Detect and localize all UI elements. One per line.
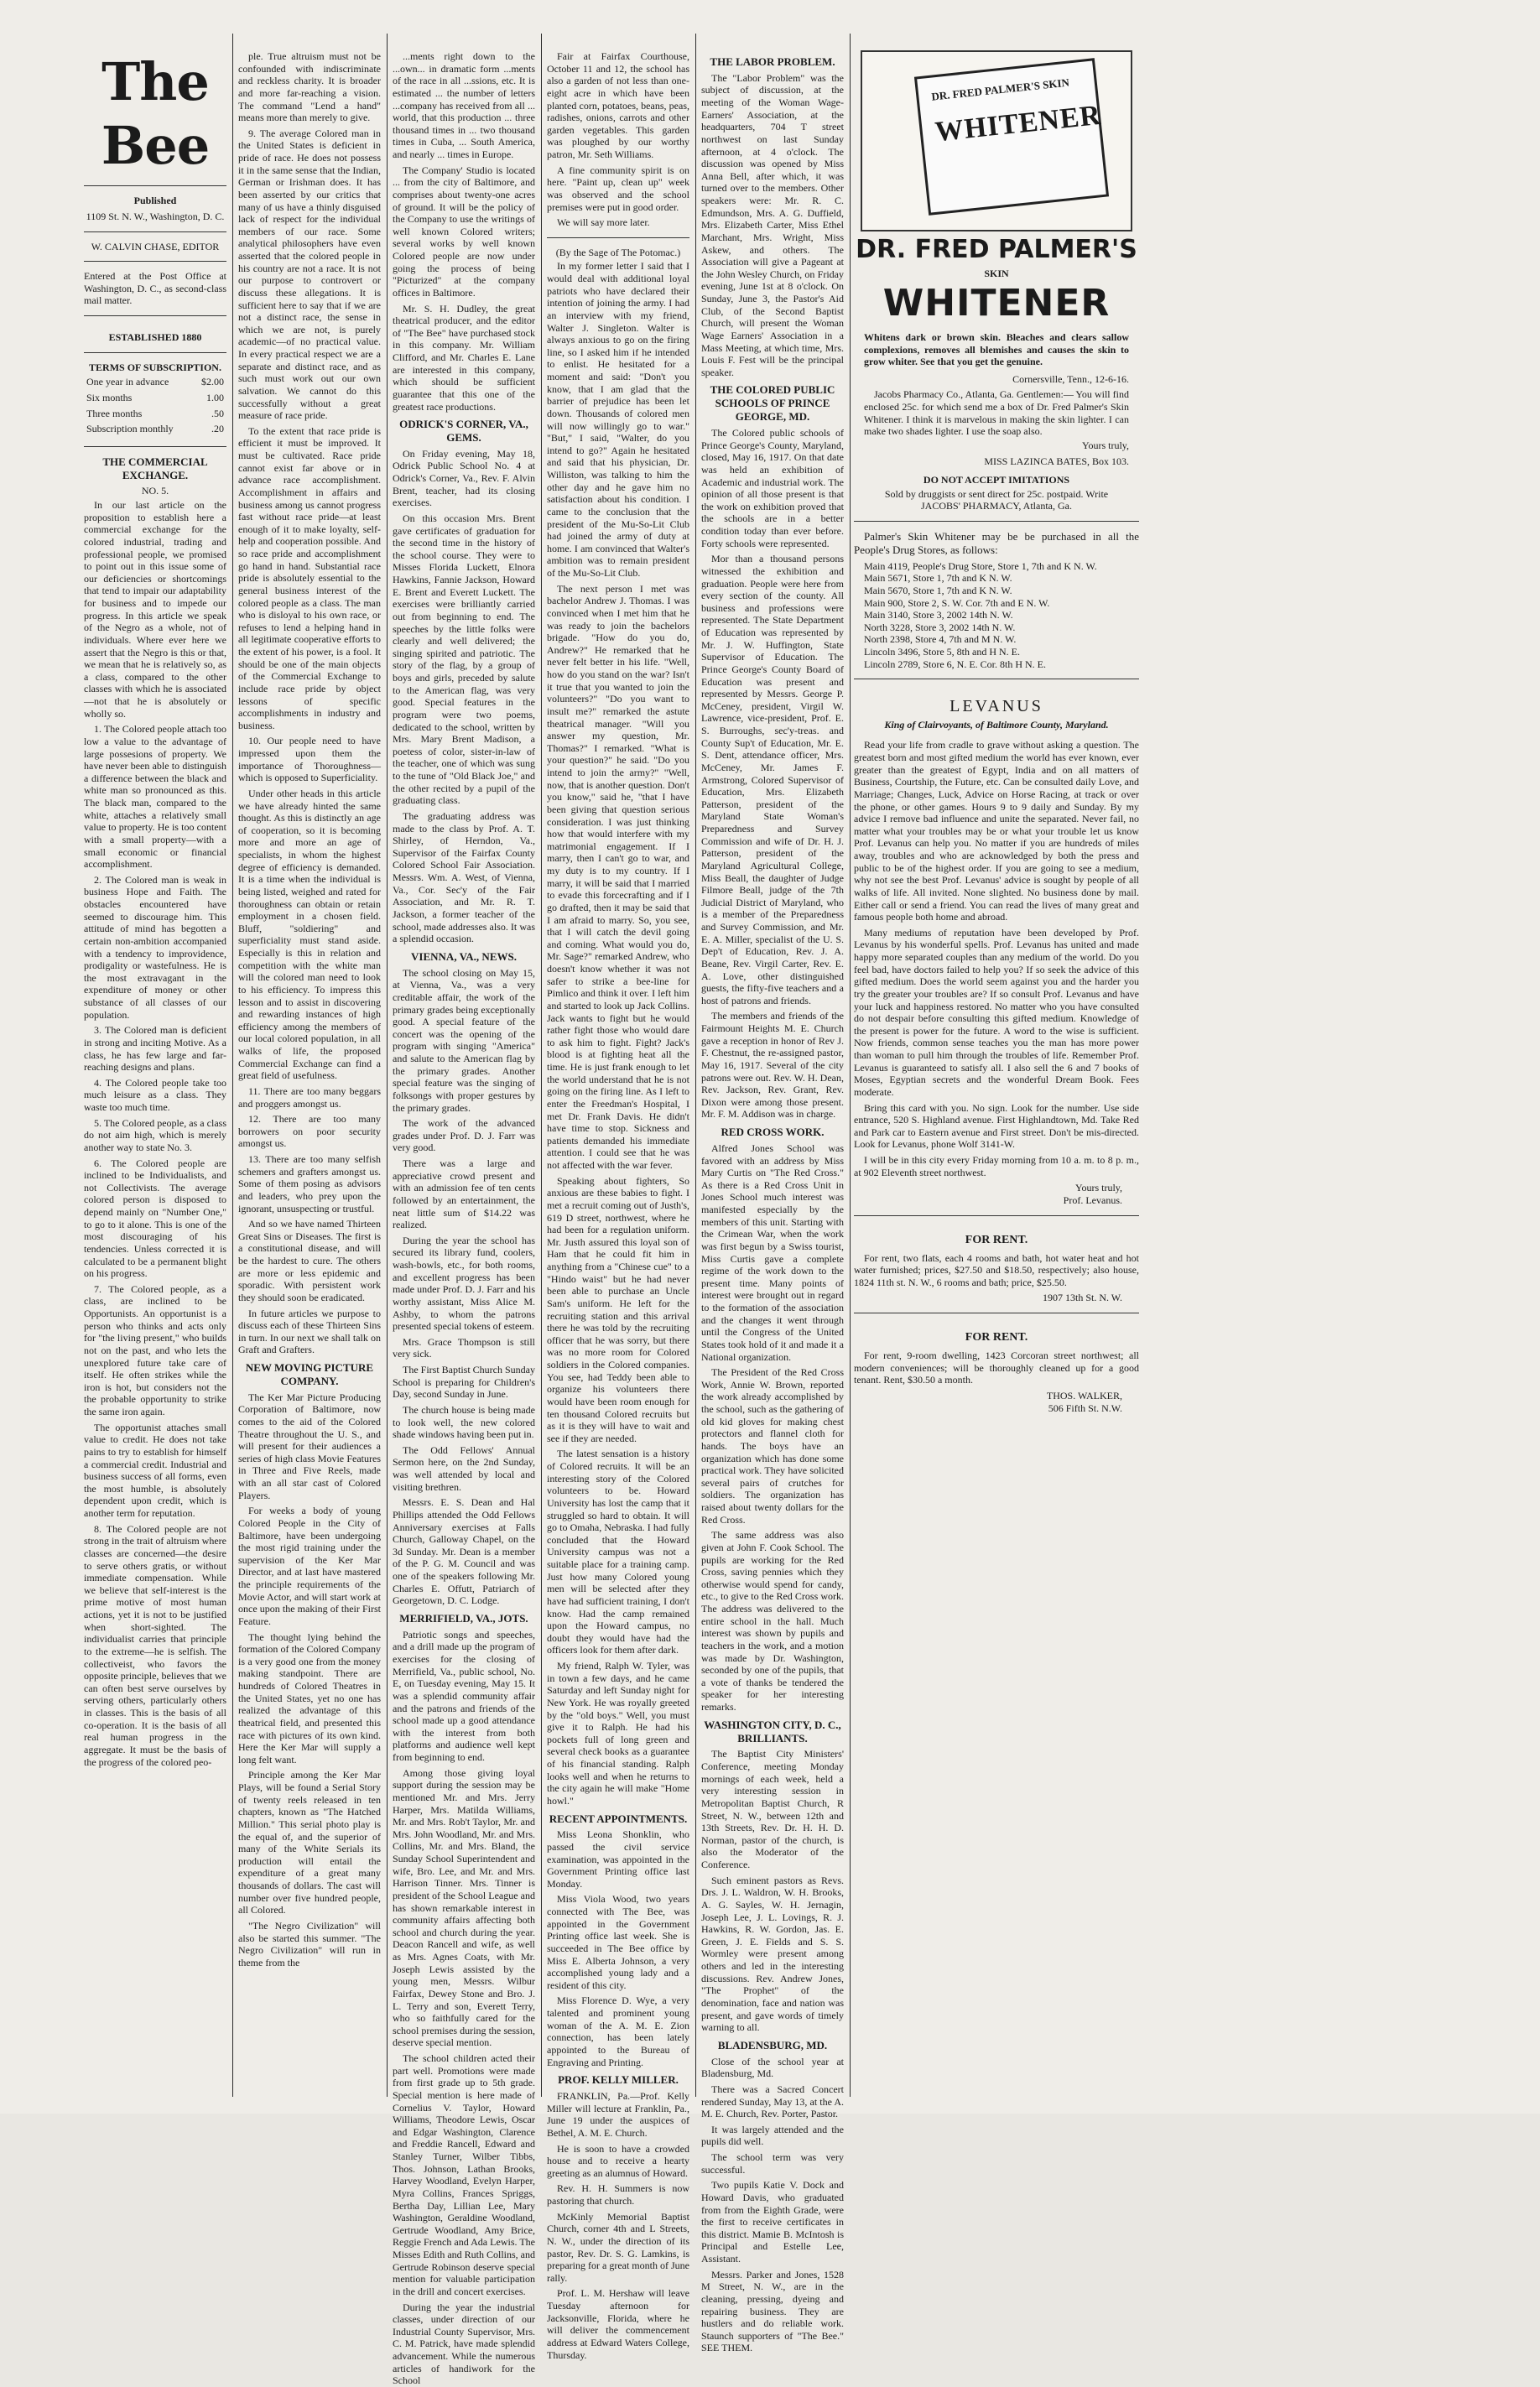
column-4 [547,50,689,2361]
article-paragraph: And so we have named Thirteen Great Sins or Diseases. The first is a constitutional disease, and will be the hardest to cure. The others are more or less epidemic and sporadic. With persistent work they should soon be eradicated. [238,1218,381,1303]
ad-brand-name: DR. FRED PALMER'S [856,235,1137,264]
levanus-subtitle: King of Clairvoyants, of Baltimore County, Maryland. [884,718,1109,731]
article-paragraph: The school closing on May 15, at Vienna, Va., was a very creditable affair, the work of the primary grades being exceptionally good. A special feature of the concert was the opening of the program with singing "America" and salute to the American flag by the primary grades. Another special feature was the singing of folksongs with proper gestures by the primary grades. [393,966,535,1114]
article-heading-red-cross: RED CROSS WORK. [721,1126,825,1139]
article-paragraph: Rev. H. H. Summers is now pastoring that church. [547,2182,689,2208]
ad-store-line: Lincoln 3496, Store 5, 8th and H N. E. [864,646,1020,658]
column-2 [238,50,381,2114]
whitener-ad-illustration [861,50,1132,231]
ad-imitations-warning: DO NOT ACCEPT IMITATIONS [923,474,1070,486]
article-paragraph: Messrs. E. S. Dean and Hal Phillips attended the Odd Fellows Anniversary exercises at Falls Church, Galloway Chapel, on the 3d Sunday. Mr. Dean is a member of the P. G. M. Council and was one of the speakers following Mr. Charles E. Offutt, Patriarch of Georgetown, D. C. Lodge. [393,1496,535,1607]
article-paragraph: 12. There are too many borrowers on poor security amongst us. [238,1113,381,1150]
ad-product-name: WHITENER [882,282,1111,325]
article-paragraph: The Baptist City Ministers' Conference, meeting Monday mornings of each week, held a very interesting session in Metropolitan Baptist Church, R Street, N. W., between 12th and 13th Streets, Rev. Dr. H. H. D. Norman, pastor of the church, is also the Moderator of the Conference. [701,1748,844,1871]
article-paragraph: On Friday evening, May 18, Odrick Public School No. 4 at Odrick's Corner, Va., Rev. F. Alvin Brent, teacher, had its closing exercises. [393,447,535,509]
for-rent-title: FOR RENT. [965,1331,1028,1344]
sage-byline: (By the Sage of The Potomac.) [555,246,681,258]
article-paragraph: Among those giving loyal support during the session may be mentioned Mr. and Mrs. Jerry Harper, Mrs. Matilda Williams, Mr. and Mrs. Rob't Taylor, Mr. and Mrs. John Woodland, Mr. and Mrs. Collins, Mr. and Mrs. Bland, the Sunday School Superintendent and wife, Bro. Lee, and Mr. and Mrs. Harrison Tinner. Mrs. Tinner is president of the School League and has shown remarkable interest in community affairs affecting both school and church during the year. Deacon Rancell and wife, as well as Mrs. Agnes Coats, with Mr. Joseph Lewis assisted by the young men, Messrs. Wilbur Fairfax, Dewey Stone and Bro. J. L. Terry and son, Everett Terry, who so faithfully cared for the school premises during the session, deserve special mention. [393,1766,535,2049]
article-paragraph: The members and friends of the Fairmount Heights M. E. Church gave a reception in honor of Rev J. F. Chestnut, the re-assigned pastor, May 16, 1917. Several of the city patrons were out. Rev. W. H. Dean, Rev. Jackson, Rev. Grant, Rev. Dixon were among those present. Mr. F. M. Addison was in charge. [701,1010,844,1121]
article-paragraph: 6. The Colored people are inclined to be Individualists, and not Collectivists. The average colored person is disposed to depend mainly on "Number One," to go to it alone. This is one of the most discouraging of his tendencies. Unless corrected it is calculated to be a permanent blight on his progress. [84,1157,226,1280]
article-paragraph: The work of the advanced grades under Prof. D. J. Farr was very good. [393,1117,535,1154]
ad-store-line: Main 4119, People's Drug Store, Store 1, 7th and K N. W. [864,559,1097,572]
ad-stores-intro: Palmer's Skin Whitener may be be purchased in all the People's Drug Stores, as follows: [854,530,1139,556]
article-paragraph: The Ker Mar Picture Producing Corporation of Baltimore, now comes to the aid of the Colored Theatre throughout the U. S., and will present for their audiences a series of high class Movie Features in Three and Five Reels, made with an all star cast of Colored Players. [238,1391,381,1501]
article-paragraph: The school term was very successful. [701,2151,844,2176]
for-rent-contact-address: 506 Fifth St. N.W. [1048,1402,1122,1414]
article-paragraph: The church house is being made to look well, the new colored shade windows having been put in. [393,1403,535,1441]
article-paragraph: Prof. L. M. Hershaw will leave Tuesday afternoon for Jacksonville, Florida, where he will deliver the commencement address at Edward Waters College, Thursday. [547,2287,689,2361]
article-paragraph: The opportunist attaches small value to credit. He does not take pains to try to establish for himself a commercial credit. Industrial and business success of all forms, even the most humble, is absolutely dependent upon credit, which is another term for reputation. [84,1421,226,1520]
for-rent-text: For rent, 9-room dwelling, 1423 Corcoran street northwest; all modern conveniences; will be thoroughly cleaned up for a good tenant. Rent, $30.50 a month. [854,1350,1139,1386]
ad-store-line: Main 5670, Store 1, 7th and K N. W. [864,584,1012,596]
article-heading-moving-picture: NEW MOVING PICTURE COMPANY. [245,1361,374,1387]
article-paragraph: A fine community spirit is on here. "Paint up, clean up" week was observed and the school premises were put in good order. [547,164,689,213]
article-paragraph: Fair at Fairfax Courthouse, October 11 and 12, the school has also a garden of not less than one-eight acre in which have been planted corn, potatoes, beans, peas, radishes, onions, carrots and other garden vegetables. This garden was ploughed by our worthy patron, Mr. Seth Williams. [547,50,689,160]
article-paragraph: Close of the school year at Bladensburg, Md. [701,2055,844,2080]
article-paragraph: My friend, Ralph W. Tyler, was in town a few days, and he came Saturday and left Sunday night for New York. He was royally greeted by the "old boys." Well, you must give it to Ralph. He had his pockets full of long green and several check books as a guarantee of his financial standing. Ralph looks well and when he returns to the city again he will make "Home howl." [547,1660,689,1807]
article-paragraph: 13. There are too many selfish schemers and grafters amongst us. Some of them posing as advisors and leaders, who prey upon the ignorant, unsuspecting or trustful. [238,1153,381,1214]
article-paragraph: "The Negro Civilization" will also be started this summer. "The Negro Civilization" will run in theme from the [238,1919,381,1968]
article-paragraph: In future articles we purpose to discuss each of these Thirteen Sins in turn. In our next we shall talk on Graft and Grafters. [238,1307,381,1356]
article-paragraph: Messrs. Parker and Jones, 1528 M Street, N. W., are in the cleaning, pressing, dyeing and repairing business. They are hustlers and do reliable work. Staunch supporters of "The Bee." SEE THEM. [701,2268,844,2354]
column-5 [701,50,844,2354]
terms-table [84,373,226,438]
terms-row: Six months 1.00 [86,391,224,403]
product-box-icon: DR. FRED PALMER'S SKIN WHITENER [914,58,1109,216]
article-paragraph: FRANKLIN, Pa.—Prof. Kelly Miller will lecture at Franklin, Pa., June 19 under the auspices of Bethel, A. M. E. Church. [547,2090,689,2139]
article-paragraph: The graduating address was made to the class by Prof. A. T. Shirley, of Herndon, Va., Supervisor of the Fairfax County Colored School Fair Association. Messrs. Wm. A. West, of Vienna, Va., Cor. Sec'y of the Fair Association, and Mr. R. T. Jackson, a former teacher of the school, made addresses also. It was a splendid occasion. [393,809,535,945]
terms-title: TERMS OF SUBSCRIPTION. [89,361,221,373]
article-paragraph: We will say more later. [557,216,650,229]
ad-store-line: North 2398, Store 4, 7th and M N. W. [864,633,1017,646]
article-heading-odrick: ODRICK'S CORNER, VA., GEMS. [399,418,528,444]
article-paragraph: The Company' Studio is located ... from the city of Baltimore, and comprises about twenty-one acres of ground. It will be the policy of the Company to use the writings of well known Colored writers; several works by well known Colored people are now under going the process of being "Picturized" at the company offices in Baltimore. [393,164,535,299]
article-paragraph: Mor than a thousand persons witnessed the exhibition and graduation. People were here from every section of the county. All business and professions were represented. The State Department of Education was represented by Mr. J. W. Huffington, State Supervisor of Education. The Prince George's County Board of Education was present and represented by Messrs. George P. McCeney, president, Virgil W. Lawrence, vice-president, Prof. E. S. Burroughs, sec'y-treas. and County Sup't of Education, Mr. E. S. Dent, attendance officer, Mrs. McCeney, Mr. James F. Armstrong, Colored Supervisor of Education, Mrs. Elizabeth Patterson, president of the Maryland State Woman's Preparedness and Survey Commission and wife of Dr. H. J. Patterson, president of the Maryland Agricultural College, Miss Beall, the daughter of Judge Filmore Beall, judge of the 7th Judicial District of Maryland, who is a member of the Preparedness and Survey Commission, and Mr. E. A. Miller, specialist of the U. S. Dep't of Education, Rev. J. A. Beane, Rev. Virgil Carter, Rev. E. A. Love, other distinguished guests, the fifty-five teachers and a host of patrons and friends. [701,553,844,1006]
ad-store-line: Main 900, Store 2, S. W. Cor. 7th and E N. W. [864,596,1050,609]
article-paragraph: Miss Florence D. Wye, a very talented and prominent young woman of the A. M. E. Zion connection, has been lately appointed to the Bureau of Engraving and Printing. [547,1994,689,2068]
article-paragraph: McKinly Memorial Baptist Church, corner 4th and L Streets, N. W., under the direction of its pastor, Rev. Dr. S. G. Lamkins, is preparing for a great month of June rally. [547,2210,689,2284]
article-paragraph: The same address was also given at John F. Cook School. The pupils are working for the Red Cross, saving pennies which they otherwise would spend for candy, etc., to give to the Red Cross work. The address was delivered to the entire school in the hall. Much interest was shown by pupils and teachers in the work, and a motion was made by Dr. Washington, seconded by one of the pupils, that a vote of thanks be tendered the speaker for her interesting remarks. [701,1529,844,1714]
article-paragraph: 7. The Colored people, as a class, are inclined to be Opportunists. An opportunist is a person who thinks and acts only for "the living present," who builds not on the past, and who lets the unexplored future take care of itself. He often strikes while the iron is hot, but considers not the the probable opportunity to strike the same iron again. [84,1282,226,1418]
article-paragraph: The next person I met was bachelor Andrew J. Thomas. I was convinced when I met him that he was ready to join the bachelors brigade. "How do you do, Andrew?" He remarked that he never felt better in his life. "Well, how do you stand on the war? Isn't it true that you wanted to join the volunteers?" "Do you want to insult me?" remarked the astute theatrical manager. "Will you answer my question, Mr. Thomas?" I remarked. "What is your question?" he said. "Do you intend to join the army?" "Well, now, that is another question. Don't you know," said he, "that I have been giving that question serious consideration. I was just thinking how that would interfere with my matrimonial engagement. If I marry, then I can't go to war, and my duty is to my country. If I marry, it will be said that I married to evade this forcecrafting and if I go drafted, then it may be said that I am afraid to marry. So, you see, that I will catch the devil going and coming. What would you do, Mr. Sage?" remarked Andrew, who doesn't know whether it was not safer to strike a bee-line for Pimlico and think it over. I left him and started to look up Jack Collins. Jack wants to fight but he would rather fight those who would dare to ask him to fight. Fight? Jack's blood is at fighting heat all the time. He is just frank enough to let the world understand that he is not going on the firing line. As I left to enter the Freedman's Hospital, I met Dr. Frank Davis. He didn't have time to stop. Sickness and patients demanded his immediate attention. I could see that he was not affected with the war fever. [547,582,689,1171]
article-paragraph: The thought lying behind the formation of the Colored Company is a very good one from the money making standpoint. There are hundreds of Colored Theatres in the United States, yet no one has realized the advantage of this theatrical field, and presented this race with pictures of its own kind. Here the Ker Mar will supply a long felt want. [238,1630,381,1766]
article-paragraph: Principle among the Ker Mar Plays, will be found a Serial Story of twenty reels released in ten chapters, known as "The Hatched Million." This serial photo play is the equal of, and the superior of many of the White Serials its production will entail the expenditure of a great many thousands of dollars. The cast will number over five hundred people, all Colored. [238,1769,381,1916]
article-paragraph: During the year the school has secured its library fund, coolers, wash-bowls, etc., for both rooms, and excellent progress has been made under Prof. D. J. Farr and his worthy assistant, Miss Alice M. Ashby, to whom the patrons presented special tokens of esteem. [393,1234,535,1333]
article-heading-merrifield: MERRIFIELD, VA., JOTS. [399,1611,528,1625]
ad-testimonial-signer: MISS LAZINCA BATES, Box 103. [984,455,1129,467]
ad-sold-by: Sold by druggists or sent direct for 25c. postpaid. Write JACOBS' PHARMACY, Atlanta, Ga. [884,487,1109,512]
article-paragraph: The Colored public schools of Prince George's County, Maryland, closed, May 16, 1917. On that date was held an exhibition of Academic and industrial work. The opinion of all those present is that the work on exhibition proved that the schools are in a better condition today than ever before. Forty schools were represented. [701,427,844,549]
editor-line: W. CALVIN CHASE, EDITOR [91,240,220,252]
article-paragraph: The First Baptist Church Sunday School is preparing for Children's Day, second Sunday in June. [393,1364,535,1401]
ad-testimonial: Jacobs Pharmacy Co., Atlanta, Ga. Gentlemen:— You will find enclosed 25c. for which send me a box of Dr. Fred Palmer's Skin Whitener. I think it is marvelous in making the skin lighter. I can make two shades lighter. I use the soap also. [864,388,1129,438]
levanus-title: LEVANUS [949,697,1043,716]
column-6 [854,0,1139,2114]
article-paragraph: Such eminent pastors as Revs. Drs. J. L. Waldron, W. H. Brooks, A. G. Sayles, W. H. Jernagin, Joseph Lee, J. L. Lovings, R. J. Hawkins, R. W. Gordon, Jas. E. Green, J. E. Fields and S. S. Wormley were present among others and led in the interesting discussions. Rev. Andrew Jones, "The Prophet" of the denomination, face and nation was present, and gave words of timely warning to all. [701,1874,844,2034]
ad-store-line: Lincoln 2789, Store 6, N. E. Cor. 8th H N. E. [864,658,1046,670]
entered-notice: Entered at the Post Office at Washington, D. C., as second-class mail matter. [84,270,226,307]
article-paragraph: 1. The Colored people attach too low a value to the advantage of large possesions of property. We have never been able to distinguish a difference between the black and white man so pronounced as this. The black man, compared to the white, attaches a relatively small value to property. He is too content with a small property—with a small economic or financial accomplishment. [84,723,226,871]
published-label: Published [133,195,177,207]
article-paragraph: The school children acted their part well. Promotions were made from first grade up to 5th grade. Special mention is here made of Cornelius V. Taylor, Howard Williams, Theodore Lewis, Oscar and Edgar Washington, Clarence and Freddie Rancell, Edward and Stanley Turner, Wilber Tibbs, Thos. Johnson, Lathan Brooks, Harvey Woodland, Evelyn Harper, Myra Collins, Frances Spriggs, Bertha Day, Lillian Lee, Mary Washington, Geraldine Woodland, Gertrude Woodland, Amy Brice, Reggie French and Ada Lewis. The Misses Edith and Ruth Collins, and Gertrude Robinson deserve special mention for valuable participation in the drill and concert exercises. [393,2052,536,2297]
publisher-address: 1109 St. N. W., Washington, D. C. [86,210,225,222]
ad-store-line: Main 5671, Store 1, 7th and K N. W. [864,572,1012,585]
terms-row: Three months .50 [86,407,224,419]
article-paragraph: The Odd Fellows' Annual Sermon here, on the 2nd Sunday, was well attended by local and visiting brethren. [393,1443,535,1493]
levanus-paragraph: Many mediums of reputation have been developed by Prof. Levanus by his wonderful spells. Prof. Levanus has united and made happy more separated couples than any medium of the world. Do you feel bad, have doctors failed to help you? If so seek the advice of this gifted medium. Does the world seem against you and the harder you try the greater your troubles are? If so consult Prof. Levanus and have your luck and happiness restored. No matter who you have consulted do not despair before consulting this gifted medium. Knowledge of the present is power for the future. A word to the wise is sufficient. Now friends, common sense teaches you the man has more power than woman to pull him through the troubles of life. Remember Prof. Levanus is guaranteed to satisfy all. I also sell the 6 and 7 books of Moses, Egyptian secrets and the wonderful Dream Book. Fees moderate. [854,926,1139,1098]
article-paragraph: For weeks a body of young Colored People in the City of Baltimore, have been undergoing the most rigid training under the supervision of the Ker Mar Director, and at last have mastered the principle requirements of the Movie Actor, and will start work at once upon the making of their First Feature. [238,1505,381,1627]
column-1 [84,0,226,2114]
column-rule [695,34,696,2097]
article-paragraph: 8. The Colored people are not strong in the trait of altruism where classes are concerned—the desire to serve others gratis, or without immediate compensation. While we believe that self-interest is the prime motive of most human actions, yet it is not to be justified when short-sighted. The individualist carries that principle to the extreme—he is selfish. The collectiveist, who favors the opposite principle, believes that we can often best serve ourselves by serving others, particularly others in classes. This is the basis of all co-operation. It is the basis of all real human progress in the aggregate. It must be the basis of the progress of the colored peo- [84,1522,226,1768]
levanus-paragraph: Read your life from cradle to grave without asking a question. The greatest born and most gifted medium the world has ever known, ever greater than the greatest of Egypt, India and on all matters of Business, Courtship, the Future, etc. Can be consulted daily Love, and Marriage; Changes, Luck, Advice on Horse Racing, at track or over the phone, or other games. Hours 9 to 9 daily and Sunday. By my advice I remove bad influence and unite the separated. Never fail, no matter what your troubles may be or what your trouble let us know Prof. Levanus can help you. No matter if you are hundreds of miles away, troubles and who are acknowledged by both the press and public to be of the highest order. If you are going to see a medium, why not see the best Prof. Levanus' advice is sought by people of all walks of life. All invited. None slighted. No business done by mail. Either call or send a friend. You can read the lives of many great and famous people both home and abroad. [854,739,1139,923]
article-paragraph: Two pupils Katie V. Dock and Howard Davis, who graduated from from the Eighth Grade, were the first to receive certificates in this district. Mamie B. McIntosh is Principal and Estelle Lee, Assistant. [701,2179,844,2265]
terms-row: Subscription monthly .20 [86,423,224,435]
masthead-title: The Bee [101,51,210,176]
column-rule [387,34,388,2097]
article-paragraph: Patriotic songs and speeches, and a drill made up the program of exercises for the closing of Merrifield, Va., public school, No. E, on Tuesday evening, May 15. It was a splendid community affair and the patrons and friends of the school made up a good attendance with the interest from both platforms and audience well kept from beginning to end. [393,1628,535,1764]
article-paragraph: 2. The Colored man is weak in business Hope and Faith. The obstacles encountered have seemed to discourage him. This attitude of mind has begotten a certain non-ambition accompanied with a tendency to improvidence, prodigality or wastefulness. He is the most extravagant in the expenditure of money or other substance of all classes of our population. [84,873,226,1021]
ad-skin-word: SKIN [984,267,1009,279]
levanus-paragraph: I will be in this city every Friday morning from 10 a. m. to 8 p. m., at 902 Eleventh street northwest. [854,1154,1139,1178]
article-paragraph: In our last article on the proposition to establish here a commercial exchange for the colored industrial, trading and professional people, we promised to point out in this issue some of our deficiencies or shortcomings that tend to impair our adaptability for business and to impede our progress. In this article we speak of the Negro as a whole, not of individuals. Where ever here we assert that the Negro is this or that, we mean that he is relatively so, as a class, compared to the other classes with which he is associated—not that he is absolutely or wholly so. [84,499,226,720]
ad-store-line: Main 3140, Store 3, 2002 14th N. W. [864,609,1013,621]
article-paragraph: Under other heads in this article we have already hinted the same thought. As this is distinctly an age of cooperation, so it is becoming more and more an age of specialists, in whom the highest degree of efficiency is demanded. It is a time when the individual is being listed, weighed and rated for thoroughness can obtain or retain employment in a chosen field. Bluff, "soldiering" and superficiality must stand aside. Especially is this in relation and competition with the white man will the colored man need to look to his efficiency. To impress this lesson and to assist in discovering and rewarding instances of high efficiency among the members of our local colored population, in all walks of life, the proposed Commercial Exchange can find a great field of usefulness. [238,787,381,1082]
article-paragraph: He is soon to have a crowded house and to receive a hearty greeting as an alumnus of Howard. [547,2142,689,2179]
article-paragraph: In my former letter I said that I would deal with additional loyal patriots who have declared their intention of joining the army. I had an interview with my friend, Walter J. Singleton. Walter is always anxious to go on the firing line, so I asked him if he intended to enlist. He hesitated for a moment and said: "Don't you know, that I am glad that the barrier of prejudice has been let down. Thousands of colored men will now willingly go to war." "But," I said, "Walter, do you intend to go?" Again he hesitated and said that his physician, Dr. Williston, was talking to him the other day and he gave him no satisfaction about his condition. I came to the conclusion that the president of the Mu-So-Lit Club had joined the army of duty at home. I am convinced that Walter's ambition was to remain president of the Mu-So-Lit Club. [547,260,689,579]
ad-store-line: North 3228, Store 3, 2002 14th N. W. [864,621,1016,633]
column-rule [541,34,542,2097]
column-rule [232,34,233,2097]
ad-testimonial-yours: Yours truly, [1081,439,1129,451]
article-heading-commercial: THE COMMERCIAL EXCHANGE. [102,455,208,481]
article-paragraph: The "Labor Problem" was the subject of discussion, at the meeting of the Woman Wage-Earners' Association, at the headquarters, 704 T street northwest on last Sunday afternoon, at 4 o'clock. The discussion was opened by Miss Anna Bell, after which, it was turned over to the members. Other speakers were: Mr. R. C. Edmundson, Mrs. A. G. Duffield, Mrs. Elizabeth Carter, Miss Ethel Marchant, Mrs. Wright, Miss Askew, and others. The Association will give a Pageant at the John Wesley Church, on Friday evening, June 1st at 8 o'clock. On Sunday, June 3, the Pastor's Aid Club, of the Second Baptist Church, will present the Woman Wage Earners' Association in a Mass Meeting, at which time, Mrs. Louis F. Fest will be the principal speaker. [701,71,844,378]
article-heading-labor: THE LABOR PROBLEM. [710,55,835,68]
article-heading-miller: PROF. KELLY MILLER. [558,2073,679,2087]
established-line: ESTABLISHED 1880 [108,331,202,343]
column-rule [850,34,851,2097]
article-heading-bladensburg: BLADENSBURG, MD. [717,2038,828,2052]
article-paragraph: There was a large and appreciative crowd present and with an admission fee of ten cents followed by an entertainment, the neat little sum of $14.22 was realized. [393,1157,535,1231]
article-paragraph: 11. There are too many beggars and proggers amongst us. [238,1084,381,1110]
article-paragraph: Mrs. Grace Thompson is still very sick. [393,1335,535,1360]
for-rent-text: For rent, two flats, each 4 rooms and bath, hot water heat and hot water furnished; prices, $27.50 and $18.50, respectively; also house, 1824 11th st. N. W., 6 rooms and bath; price, $25.50. [854,1251,1139,1288]
article-heading-appointments: RECENT APPOINTMENTS. [549,1812,688,1825]
ad-testimonial-place: Cornersville, Tenn., 12-6-16. [1012,372,1129,385]
levanus-yours: Yours truly, [1074,1182,1122,1194]
ad-copy: Whitens dark or brown skin. Bleaches and clears sallow complexions, removes all blemishes and causes the skin to grow whiter. See that you get the genuine. [864,330,1129,368]
article-heading-washington: WASHINGTON CITY, D. C., BRILLIANTS. [704,1718,841,1745]
article-heading-vienna: VIENNA, VA., NEWS. [411,949,517,963]
article-paragraph: There was a Sacred Concert rendered Sunday, May 13, at the A. M. E. Church, Rev. Porter, Pastor. [701,2083,844,2120]
article-paragraph: Miss Leona Shonklin, who passed the civil service examination, was appointed in the Government Printing office last Monday. [547,1828,689,1890]
article-paragraph: It was largely attended and the pupils did well. [701,2123,844,2148]
article-paragraph: ...ments right down to the ...own... in dramatic form ...ments of the race in all ...ssions, etc. It is estimated ... the number of letters ...company has received from all ... world, that this production ... three thousand times in ... two thousand times in Cuba, ... South America, and nearly ... times in Europe. [393,50,535,160]
article-paragraph: During the year the industrial classes, under direction of our Industrial County Supervisor, Mrs. C. M. Patrick, have made splendid advancement. While the numerous articles of handiwork for the School [393,2301,535,2387]
article-paragraph: Speaking about fighters, So anxious are these babies to fight. I met a recruit coming out of Justh's, 619 D street, northwest, where he had been for a regulation uniform. Mr. Justh assured this loyal son of Ham that he could fit him in anything from a "Chinese cue" to a "Hindo waist" but he had never been able to purchase an Uncle Sam's uniform. He left for the recruiting station and this arrival there he was told by the recruiting officer that he was sorry, but there was no more room for Colored soldiers in the Colored companies. You see, had Teddy been able to organize his volunteers there would have been room enough for ten thousand Colored recruits but as it is they will have to wait and see if they are needed. [547,1174,689,1444]
terms-row: One year in advance $2.00 [86,376,224,388]
for-rent-address: 1907 13th St. N. W. [1042,1292,1122,1304]
for-rent-contact: THOS. WALKER, [1046,1390,1122,1402]
article-paragraph: 9. The average Colored man in the United States is deficient in pride of race. He does not possess it in the same sense that the Indian, German or Irishman does. It has been asserted by our critics that many of us have a thinly disguised lack of respect for the individual members of our race. Some analytical philosophers have even asserted that the colored people in his country are not a race. It is not our purpose to controvert or discuss these allegations. It is sufficient here to say that if we are not a distinct race, the sense in which we are not, is purely academic—of no practical value. In every practical respect we are a separate and distinct race, and as such must work out our own salvation. We cannot do this successfully without a great measure of race pride. [238,127,381,422]
article-heading-prince-george: THE COLORED PUBLIC SCHOOLS OF PRINCE GEORGE, MD. [710,383,835,424]
article-paragraph: The President of the Red Cross Work, Annie W. Brown, reported the work already accomplished by the school, such as the gathering of old kid gloves for making chest protectors and flannel cloth for hands. The boys have an organization which has done some practical work. They have solicited several pairs of crutches for soldiers. The organization has raised about twenty dollars for the Red Cross. [701,1366,844,1526]
article-paragraph: 5. The Colored people, as a class do not aim high, which is merely another way to state No. 3. [84,1116,226,1153]
article-paragraph: 4. The Colored people take too much leisure as a class. They waste too much time. [84,1076,226,1114]
article-paragraph: Mr. S. H. Dudley, the great theatrical producer, and the editor of "The Bee" have purchased stock in this company. Mr. William Clifford, and Mr. Charles E. Lane are interested in this company, which should be sufficient guarantee that this one of the greatest race productions. [393,302,535,413]
article-paragraph: On this occasion Mrs. Brent gave certificates of graduation for the second time in the history of the school course. They were to Misses Florida Luckett, Elnora Hawkins, Fannie Jackson, Howard E. Brent and Everett Luckett. The exercises were brilliantly carried out from beginning to end. The speeches by the little folks were clearly and well delivered; the singing spirited and patriotic. The story of the flag, by a group of boys and girls, preceded by salute to the American flag, was very good. Special features in the program were two poems, dedicated to the school, written by Mrs. Mary Brent Madison, a poetess of color, sister-in-law of the teacher, one of which was sung to the tune of "Old Black Joe," and the other recited by a pupil of the graduating class. [393,512,535,807]
article-paragraph: ple. True altruism must not be confounded with indiscriminate and reckless charity. It is broader and more far-reaching a vision. The command "Lend a hand" means more than merely to give. [238,50,381,124]
article-paragraph: 10. Our people need to have impressed upon them the importance of Thoroughness—which is opposed to Superficiality. [238,735,381,784]
levanus-paragraph: Bring this card with you. No sign. Look for the number. Use side entrance, 520 S. Highland avenue. First Highlandtown, Md. Take Red and Park car to Eastern avenue and First street. Don't be mis-directed. Look for Levanus, phone Wolf 3141-W. [854,1101,1139,1151]
article-paragraph: To the extent that race pride is efficient it must be improved. It must be cultivated. Race pride cannot exist far above or in advance race accomplishment. Accomplishment in affairs and business among us cannot progress fast without race pride—at least enough of it to make loyalty, self-help and cooperation possible. And so race pride and accomplishment go hand in hand. Substantial race pride is absolutely essential to the general business interest of the colored people as a class. The man who is disloyal to his own race, or refuses to lend a helping hand in all legitimate cooperative efforts to the extent of his power, is a fool. It should be one of the main objects of the Commercial Exchange to include race pride by object lessons of specific accomplishments in industry and business. [238,424,381,731]
article-paragraph: Miss Viola Wood, two years connected with The Bee, was appointed in the Government Printing office last week. She is succeeded in The Bee office by Miss E. Alberta Johnson, a very accomplished young lady and a resident of this city. [547,1893,689,1991]
column-3 [393,50,536,2387]
levanus-signature: Prof. Levanus. [1063,1194,1122,1206]
article-paragraph: The latest sensation is a history of Colored recruits. It will be an interesting story of the Colored volunteers to be. Howard University has lost the camp that it struggled so hard to obtain. It will go to Omaha, Nebraska. I had fully concluded that the Howard University campus was not a suitable place for a training camp. Just how many Colored young men will be selected after they have had sufficient training, I don't know. Had the camp remained upon the Howard campus, no doubt they would have had the officers look for them after dark. [547,1448,689,1656]
for-rent-title: FOR RENT. [965,1233,1028,1246]
article-paragraph: 3. The Colored man is deficient in strong and inciting Motive. As a class, he has few large and far-reaching designs and plans. [84,1024,226,1074]
article-paragraph: Alfred Jones School was favored with an address by Miss Mary Curtis on "The Red Cross." As there is a Red Cross Unit in Jones School much interest was manifested especially by the members of this unit. Starting with the Crimean War, when the work was first begun by a Swiss tourist, Miss Curtis gave a complete regime of the work down to the present time. Many points of interest were brought out in regard to the formation of the association and the changes it went through until the Congress of the United States took hold of it and made it a National organization. [701,1141,844,1363]
article-number: NO. 5. [141,485,169,497]
